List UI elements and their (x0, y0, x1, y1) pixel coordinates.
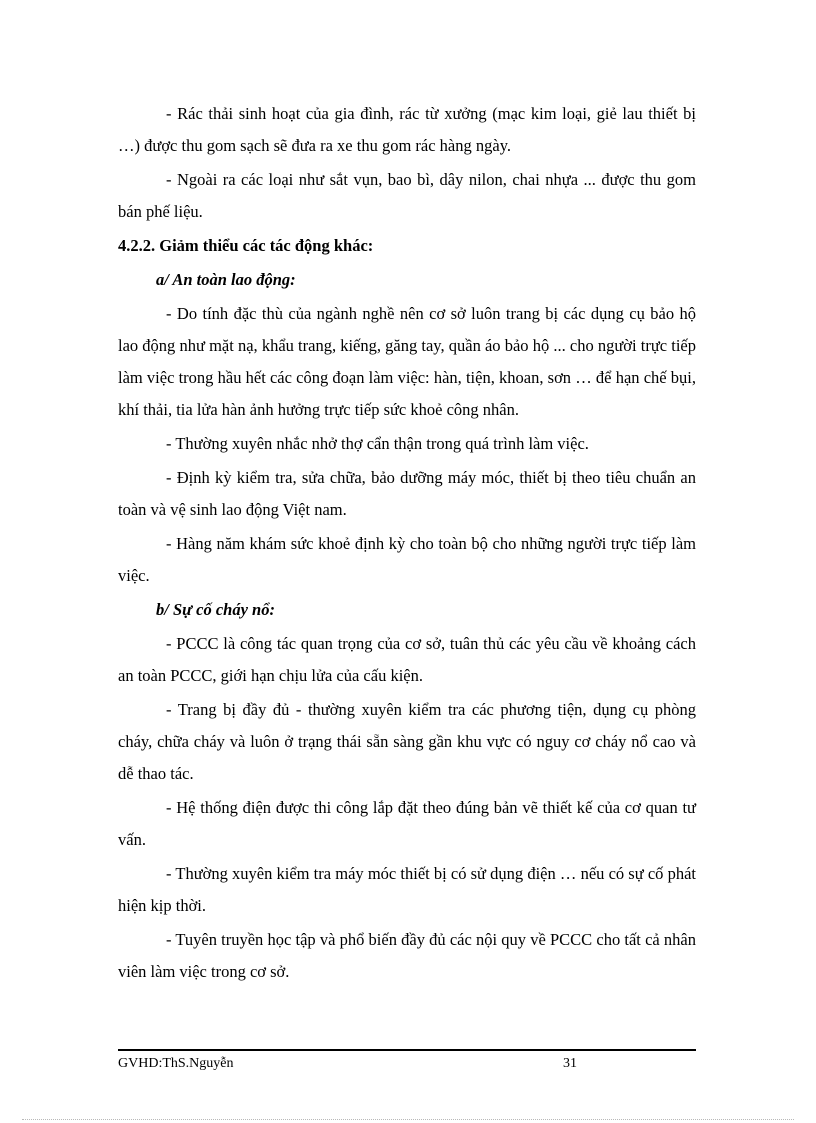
subheading-labor-safety: a/ An toàn lao động: (156, 270, 296, 289)
paragraph-fire-training: - Tuyên truyền học tập và phổ biến đầy đủ các nội quy về PCCC cho tất cả nhân viên làm việc trong cơ sở. (118, 930, 696, 981)
paragraph-firefighting-equipment: - Trang bị đầy đủ - thường xuyên kiểm tra các phương tiện, dụng cụ phòng cháy, chữa cháy và luôn ở trạng thái sẵn sàng gần khu vực có nguy cơ cháy nổ cao và dễ thao tác. (118, 700, 696, 783)
paragraph-machine-maintenance: - Định kỳ kiểm tra, sửa chữa, bảo dưỡng máy móc, thiết bị theo tiêu chuẩn an toàn và vệ sinh lao động Việt nam. (118, 468, 696, 519)
section-heading-4-2-2: 4.2.2. Giảm thiểu các tác động khác: (118, 236, 374, 255)
paragraph-scrap-collection: - Ngoài ra các loại như sắt vụn, bao bì, dây nilon, chai nhựa ... được thu gom bán phế liệu. (118, 170, 696, 221)
footer-divider (118, 1049, 696, 1051)
paragraph-electrical-system: - Hệ thống điện được thi công lắp đặt theo đúng bản vẽ thiết kế của cơ quan tư vấn. (118, 798, 696, 849)
paragraph-electrical-inspection: - Thường xuyên kiểm tra máy móc thiết bị có sử dụng điện … nếu có sự cố phát hiện kịp thời. (118, 864, 696, 915)
paragraph-health-checkup: - Hàng năm khám sức khoẻ định kỳ cho toàn bộ cho những người trực tiếp làm việc. (118, 534, 696, 585)
paragraph-worker-reminders: - Thường xuyên nhắc nhở thợ cẩn thận trong quá trình làm việc. (166, 434, 589, 453)
paragraph-protective-equipment: - Do tính đặc thù của ngành nghề nên cơ sở luôn trang bị các dụng cụ bảo hộ lao động như mặt nạ, khẩu trang, kiếng, găng tay, quần áo bảo hộ ... cho người trực tiếp làm việc trong hầu hết các công đoạn làm việc: hàn, tiện, khoan, sơn … để hạn chế bụi, khí thải, tia lửa hàn ảnh hưởng trực tiếp sức khoẻ công nhân. (118, 304, 696, 419)
page-body (118, 98, 696, 990)
page-number: 31 (563, 1056, 577, 1071)
paragraph-fire-prevention: - PCCC là công tác quan trọng của cơ sở, tuân thủ các yêu cầu về khoảng cách an toàn PCCC, giới hạn chịu lửa của cấu kiện. (118, 634, 696, 685)
footer-advisor: GVHD:ThS.Nguyễn (118, 1056, 234, 1071)
paragraph-household-waste: - Rác thải sinh hoạt của gia đình, rác từ xưởng (mạc kim loại, giẻ lau thiết bị …) được thu gom sạch sẽ đưa ra xe thu gom rác hàng ngày. (118, 104, 696, 155)
subheading-fire-incident: b/ Sự cố cháy nổ: (156, 600, 275, 619)
page-edge-divider (22, 1119, 794, 1120)
